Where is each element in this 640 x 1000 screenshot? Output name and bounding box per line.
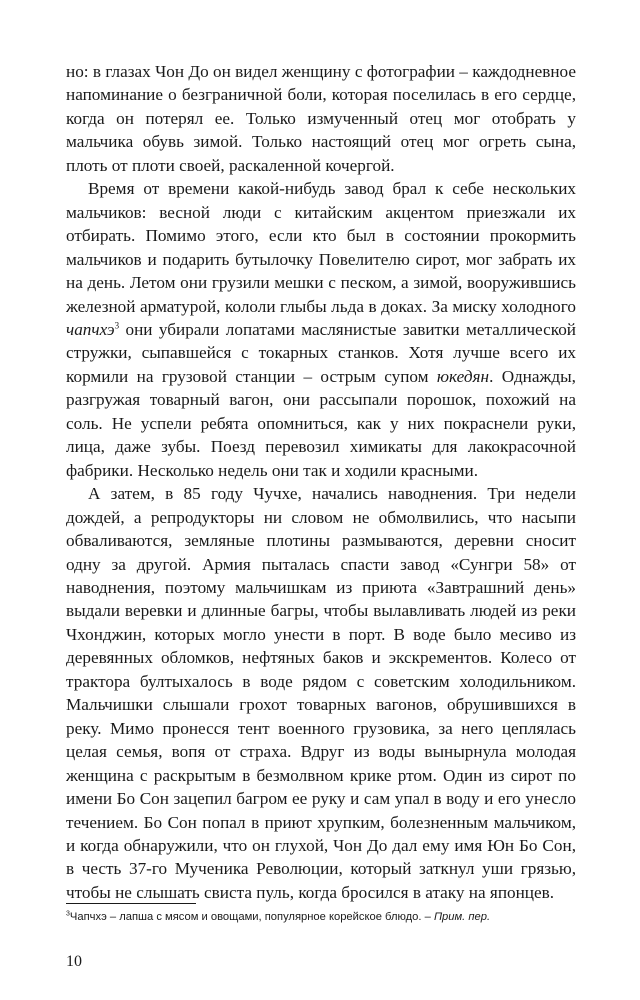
term-chapchhe: чапчхэ bbox=[66, 319, 115, 339]
paragraph-2-text-middle: они убирали лопатами маслянистые завитки металлической стружки, сыпавшейся с токарных станков. Хотя лучше всего их кормили на грузовой станции – острым супом bbox=[66, 319, 576, 386]
main-text bbox=[66, 60, 576, 904]
paragraph-3 bbox=[66, 482, 576, 904]
paragraph-1 bbox=[66, 60, 576, 177]
paragraph-1-text: но: в глазах Чон До он видел женщину с фотографии – каждодневное напоминание о безграничной боли, которая поселилась в его сердце, когда он потерял ее. Только измученный отец мог отобрать у мальчика обувь зимой. Только настоящий отец мог огреть сына, плоть от плоти своей, раскаленной кочергой. bbox=[66, 62, 576, 175]
footnote-mark: 3 bbox=[66, 910, 70, 918]
footnote-divider bbox=[66, 903, 196, 904]
page-number: 10 bbox=[66, 953, 82, 970]
footnote-reference[interactable]: 3 bbox=[114, 320, 120, 331]
term-yukedyan: юкедян bbox=[436, 366, 490, 386]
paragraph-2 bbox=[66, 177, 576, 482]
paragraph-3-text: А затем, в 85 году Чучхе, начались наводнения. Три недели дождей, а репродукторы ни словом не обмолвились, что насыпи обваливаются, земляные плотины размываются, деревни сносит одну за другой. Армия пыталась спасти завод «Сунгри 58» от наводнения, поэтому мальчишкам из приюта «Завтрашний день» выдали веревки и длинные багры, чтобы вылавливать людей из реки Чхонджин, которых могло унести в порт. В воде было месиво из деревянных обломков, нефтяных баков и экскрементов. Колесо от трактора бултыхалось в воде рядом с советским холодильником. Мальчишки слышали грохот товарных вагонов, обрушившихся в реку. Мимо пронесся тент военного грузовика, за него цеплялась целая семья, вопя от страха. Вдруг из воды вынырнула молодая женщина с раскрытым в безмолвном крике ртом. Один из сирот по имени Бо Сон зацепил багром ее руку и сам упал в воду и его унесло течением. Бо Сон попал в приют хрупким, болезненным мальчиком, и когда обнаружили, что он глухой, Чон До дал ему имя Юн Бо Сон, в честь 37-го Мученика Революции, который заткнул уши грязью, чтобы не слышать свиста пуль, когда бросился в атаку на японцев. bbox=[66, 484, 576, 902]
footnote-text: – лапша с мясом и овощами, популярное корейское блюдо. – bbox=[106, 911, 434, 923]
paragraph-2-text-after: . Однажды, разгружая товарный вагон, они рассыпали порошок, похожий на соль. Не успели ребята опомниться, как у них покраснели руки, лица, даже зубы. Поезд перевозил химикаты для лакокрасочной фабрики. Несколько недель они так и ходили красными. bbox=[66, 366, 576, 480]
footnote-term: Чапчхэ bbox=[69, 911, 107, 923]
footnote bbox=[66, 910, 576, 924]
footnote-attribution: Прим. пер. bbox=[433, 911, 491, 923]
paragraph-2-text-before: Время от времени какой-нибудь завод брал к себе нескольких мальчиков: весной люди с китайским акцентом приезжали их отбирать. Помимо этого, если кто был в состоянии прокормить мальчиков и подарить бутылочку Повелителю сирот, мог забрать их на день. Летом они грузили мешки с песком, а зимой, вооружившись железной арматурой, кололи глыбы льда в доках. За миску холодного bbox=[66, 179, 576, 316]
